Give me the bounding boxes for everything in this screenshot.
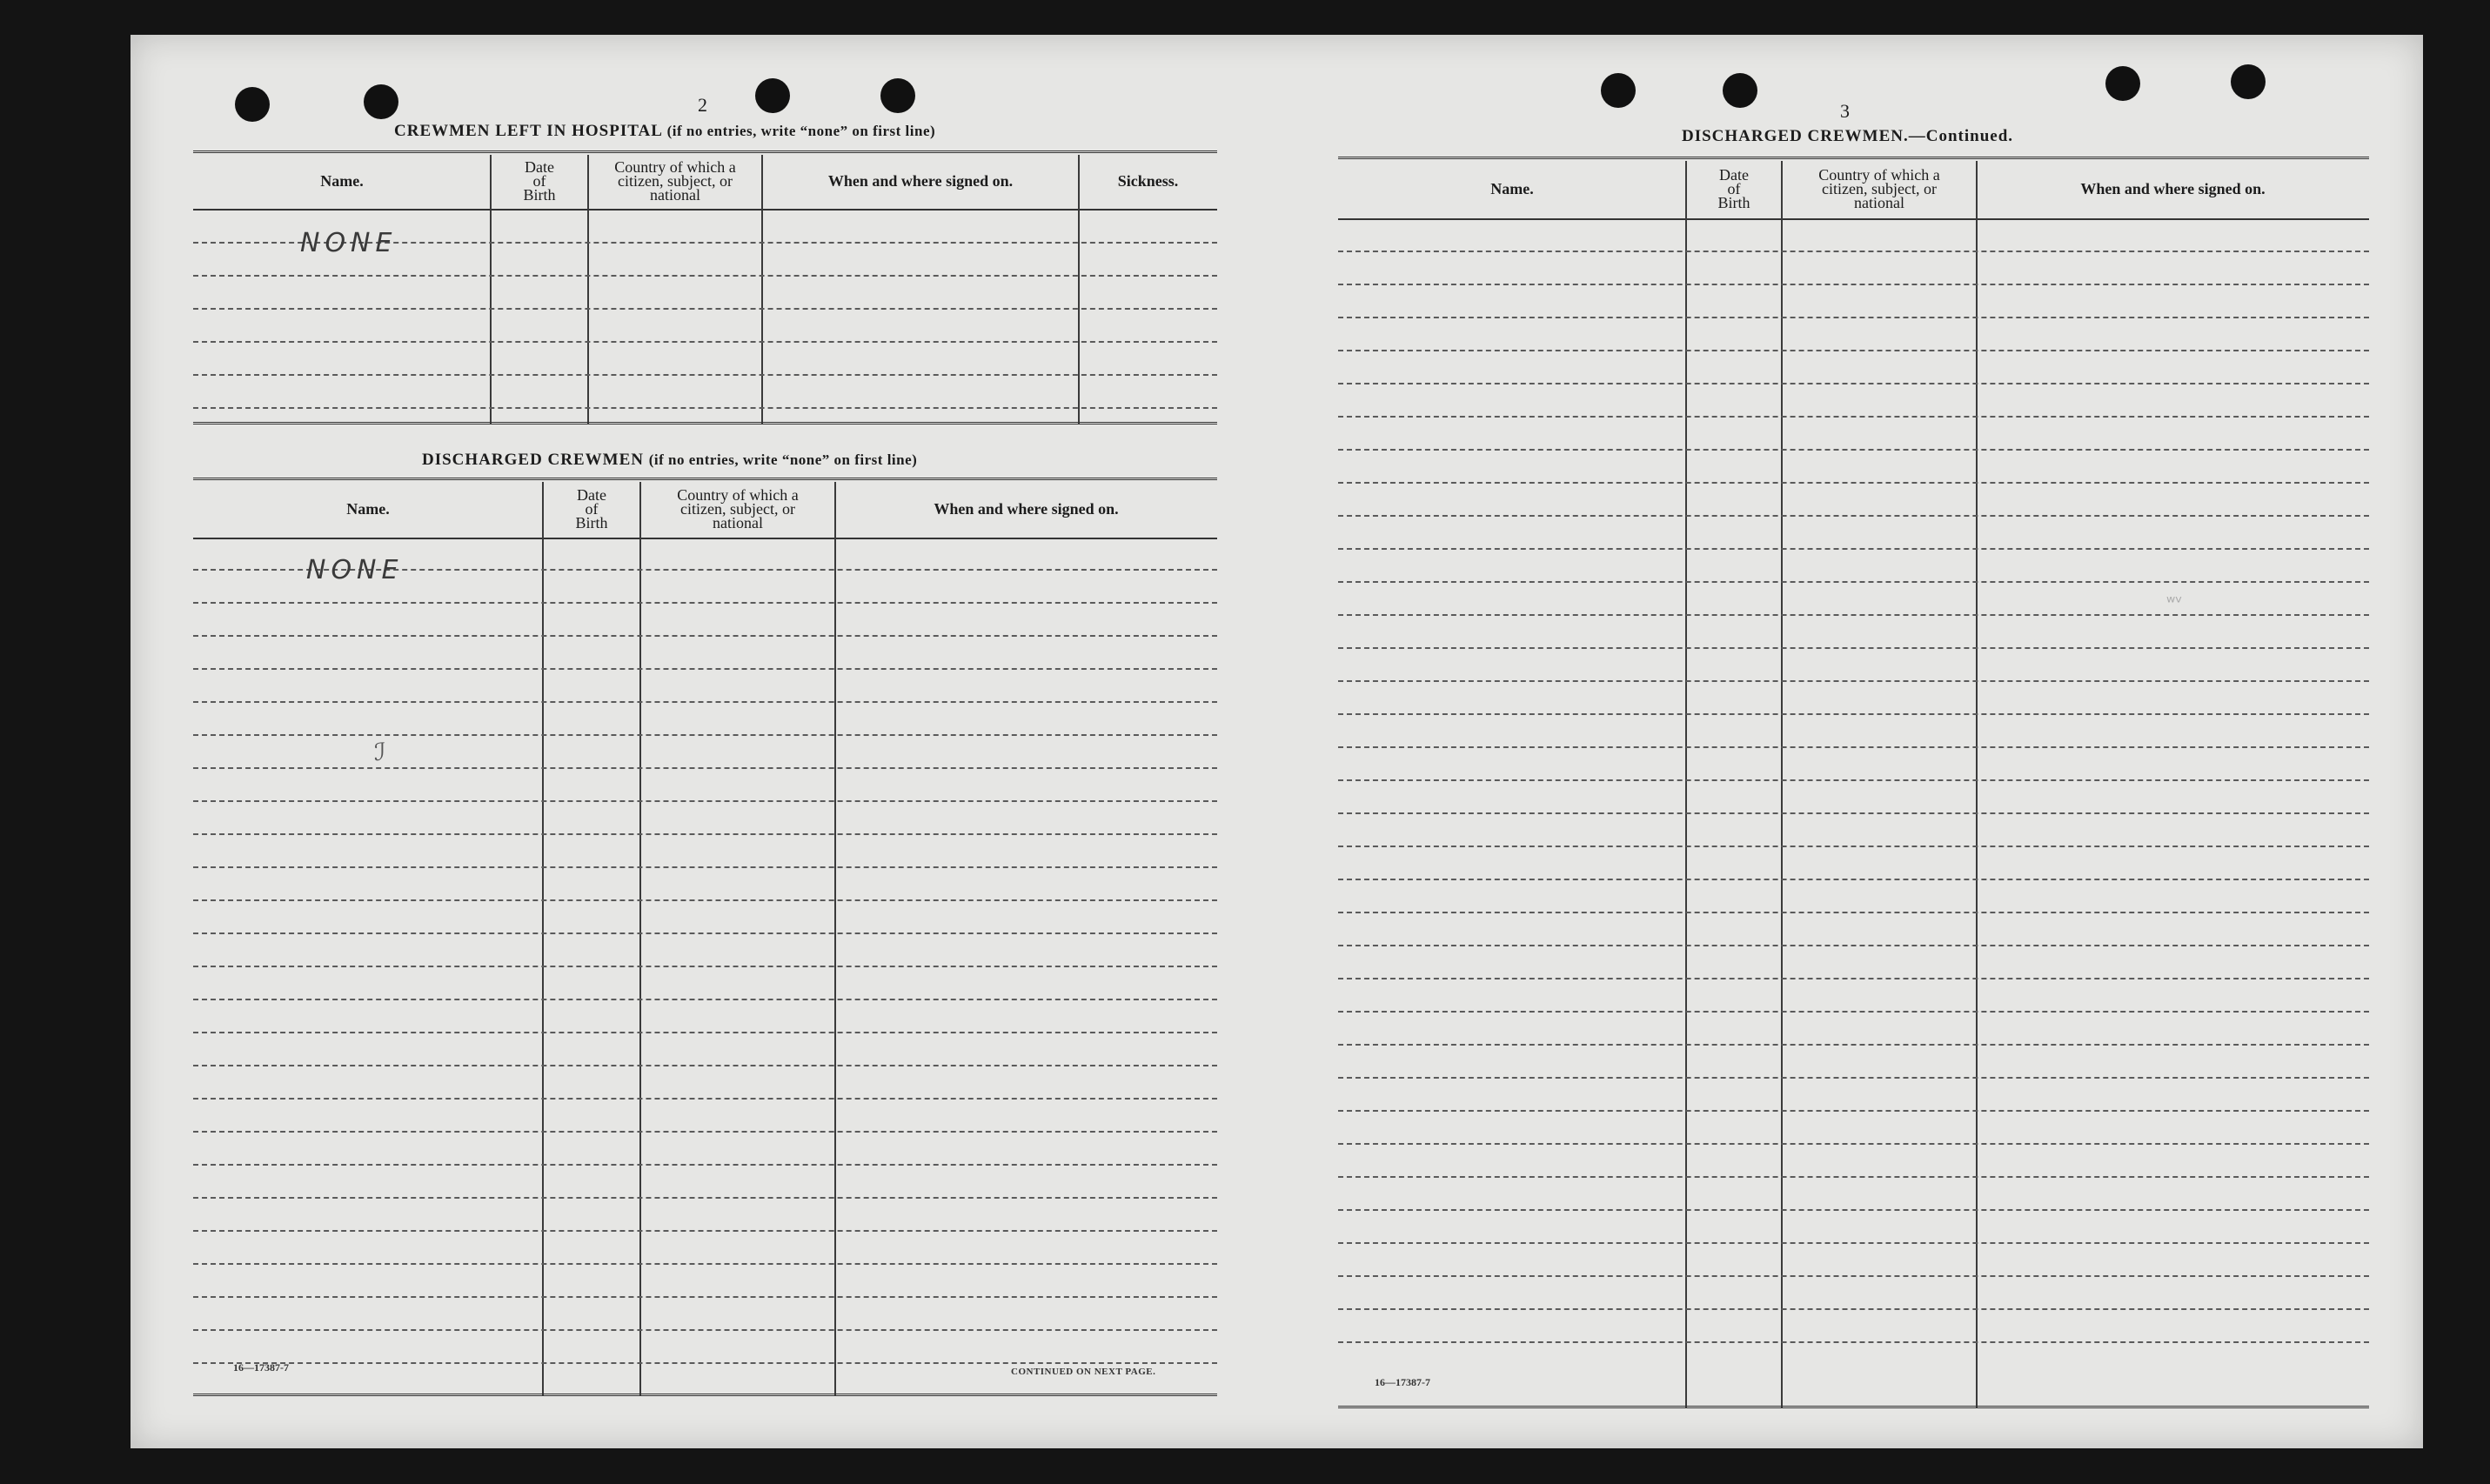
punch-hole: [755, 78, 790, 113]
col-name: Name.: [1490, 180, 1534, 197]
ruled-row: [1338, 251, 2369, 252]
ruled-row: [1338, 383, 2369, 384]
ruled-row: [1338, 350, 2369, 351]
hospital-section-title: CREWMEN LEFT IN HOSPITAL (if no entries, write “none” on first line): [394, 122, 936, 140]
ruled-row: [193, 275, 1217, 277]
ruled-row: [193, 602, 1217, 604]
ruled-row: [1338, 1044, 2369, 1046]
col-divider: [542, 482, 544, 1396]
ruled-row: [193, 999, 1217, 1000]
ruled-row: [193, 1296, 1217, 1298]
continued-note: CONTINUED ON NEXT PAGE.: [1011, 1367, 1156, 1377]
ruled-row: [1338, 581, 2369, 583]
ruled-row: [193, 1065, 1217, 1066]
col-country: Country of which a citizen, subject, or national: [1818, 166, 1940, 211]
discharged-continued-bottom: [1338, 1406, 2369, 1408]
ruled-row: [1338, 812, 2369, 814]
discharged-continued-header: [1338, 159, 2369, 220]
discharged-continued-table: [1338, 157, 2369, 1408]
ruled-row: [193, 800, 1217, 802]
ruled-row: [193, 1131, 1217, 1133]
ruled-row: [1338, 1143, 2369, 1145]
hospital-table-header: [193, 153, 1217, 211]
ruled-row: [193, 1230, 1217, 1232]
page-number-left: 2: [698, 94, 708, 116]
hospital-table-bottom: [193, 422, 1217, 424]
handwritten-entry-discharged: NONE: [306, 555, 404, 585]
form-code-right: 16—17387-7: [1375, 1376, 1430, 1388]
punch-hole: [880, 78, 915, 113]
pencil-mark: ℐ: [374, 738, 386, 766]
ruled-row: [193, 899, 1217, 901]
ruled-row: [193, 407, 1217, 409]
punch-hole: [2231, 64, 2266, 99]
ruled-row: [193, 833, 1217, 835]
ruled-row: [1338, 680, 2369, 682]
ruled-row: [193, 1032, 1217, 1033]
ruled-row: [193, 1164, 1217, 1166]
col-divider: [1781, 161, 1783, 1408]
col-divider: [1078, 155, 1080, 424]
page-number-right: 3: [1840, 100, 1851, 122]
punch-hole: [235, 87, 270, 122]
ruled-row: [193, 635, 1217, 637]
punch-hole: [1723, 73, 1757, 108]
discharged-table-header: [193, 480, 1217, 539]
ruled-row: [193, 701, 1217, 703]
ruled-row: [1338, 746, 2369, 748]
ruled-row: [1338, 1110, 2369, 1112]
ruled-row: [193, 308, 1217, 310]
ruled-row: [1338, 647, 2369, 649]
col-country: Country of which a citizen, subject, or national: [677, 486, 799, 531]
col-when-where: When and where signed on.: [827, 172, 1014, 190]
ruled-row: [1338, 945, 2369, 946]
faint-mark: ʷᵛ: [2166, 592, 2183, 612]
ruled-row: [1338, 1176, 2369, 1178]
col-divider: [639, 482, 641, 1396]
ruled-row: [193, 734, 1217, 736]
ruled-row: [193, 1329, 1217, 1331]
ruled-row: [193, 341, 1217, 343]
ruled-row: [1338, 713, 2369, 715]
hospital-table: [193, 150, 1217, 424]
col-divider: [1976, 161, 1978, 1408]
col-date-of-birth: Date of Birth: [575, 486, 608, 531]
col-date-of-birth: Date of Birth: [523, 158, 556, 204]
ruled-row: [1338, 912, 2369, 913]
col-country: Country of which a citizen, subject, or national: [614, 158, 736, 204]
col-when-where: When and where signed on.: [2080, 180, 2266, 197]
col-divider: [587, 155, 589, 424]
ruled-row: [1338, 614, 2369, 616]
discharged-section-title: DISCHARGED CREWMEN (if no entries, write “none” on first line): [422, 451, 918, 469]
punch-hole: [1601, 73, 1636, 108]
col-date-of-birth: Date of Birth: [1717, 166, 1750, 211]
ruled-row: [193, 933, 1217, 934]
ruled-row: [1338, 1209, 2369, 1211]
discharged-table-bottom: [193, 1394, 1217, 1396]
ruled-row: [193, 866, 1217, 868]
ruled-row: [1338, 548, 2369, 550]
discharged-table: [193, 478, 1217, 1396]
ruled-row: [1338, 978, 2369, 979]
ruled-row: [193, 1098, 1217, 1100]
ruled-row: [193, 668, 1217, 670]
punch-hole: [364, 84, 398, 119]
ruled-row: [193, 1263, 1217, 1265]
punch-hole: [2105, 66, 2140, 101]
ruled-row: [193, 966, 1217, 967]
ruled-row: [1338, 284, 2369, 285]
ruled-row: [1338, 317, 2369, 318]
ruled-row: [1338, 779, 2369, 781]
col-sickness: Sickness.: [1117, 172, 1179, 190]
handwritten-entry-hospital: NONE: [300, 228, 398, 258]
col-when-where: When and where signed on.: [934, 500, 1119, 518]
ruled-row: [1338, 482, 2369, 484]
ruled-row: [193, 767, 1217, 769]
ruled-row: [1338, 1308, 2369, 1310]
col-name: Name.: [346, 500, 390, 518]
ruled-row: [1338, 879, 2369, 880]
col-divider: [1685, 161, 1687, 1408]
right-page-title: DISCHARGED CREWMEN.—Continued.: [1682, 127, 2014, 145]
col-divider: [834, 482, 836, 1396]
form-code-left: 16—17387-7: [233, 1361, 289, 1374]
ruled-row: [1338, 416, 2369, 418]
ruled-row: [1338, 846, 2369, 847]
ruled-row: [1338, 1275, 2369, 1277]
ruled-row: [1338, 1011, 2369, 1013]
col-name: Name.: [320, 172, 364, 190]
ruled-row: [193, 1197, 1217, 1199]
col-divider: [490, 155, 492, 424]
ruled-row: [1338, 1341, 2369, 1343]
col-divider: [761, 155, 763, 424]
ruled-row: [1338, 515, 2369, 517]
ruled-row: [1338, 1242, 2369, 1244]
document-sheet: [131, 35, 2423, 1448]
ruled-row: [1338, 1077, 2369, 1079]
ruled-row: [193, 374, 1217, 376]
ruled-row: [1338, 449, 2369, 451]
ruled-row: [193, 1362, 1217, 1364]
